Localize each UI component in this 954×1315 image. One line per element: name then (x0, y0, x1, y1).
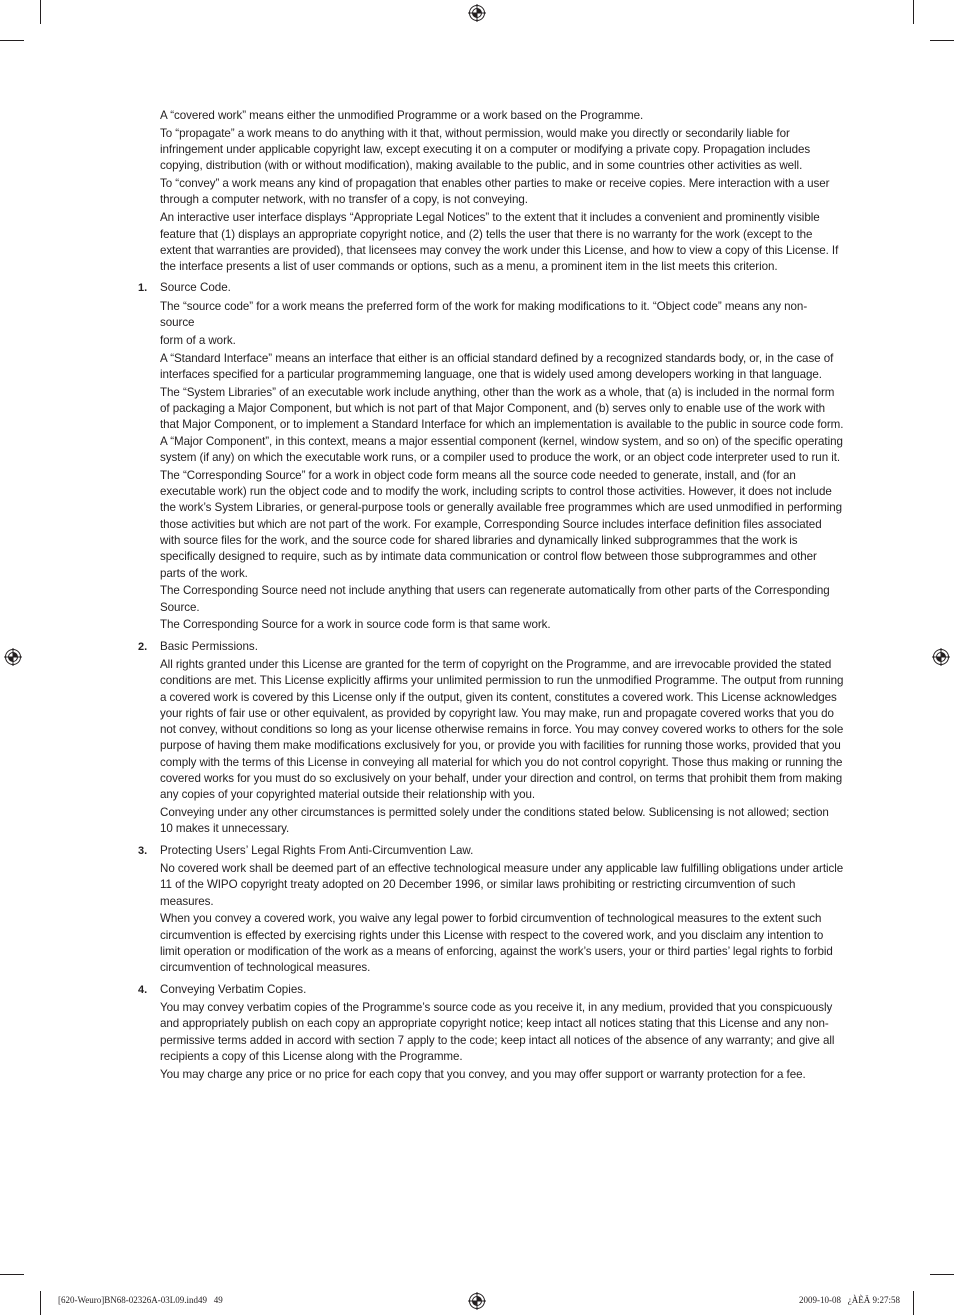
section-number: 2. (138, 640, 148, 653)
crop-mark-top-right-vertical (913, 0, 914, 24)
definition-paragraph: To “convey” a work means any kind of propagation that enables other parties to make or receive copies. Mere interaction with a user through a computer network, with no transfer of a copy, is not conveying. (160, 177, 830, 207)
section-title: Conveying Verbatim Copies. (160, 982, 307, 996)
section-paragraph: The Corresponding Source need not include anything that users can regenerate automatically from other parts of the Corresponding Source. (160, 584, 830, 614)
crop-mark-bottom-right-vertical (913, 1291, 914, 1315)
section-paragraph: The Corresponding Source for a work in source code form is that same work. (160, 618, 551, 632)
footer-timestamp: 2009-10-08 ¿ÀÈÄ 9:27:58 (799, 1295, 900, 1305)
section-title: Source Code. (160, 281, 231, 295)
section-paragraph: The “source code” for a work means the preferred form of the work for making modifications to it. “Object code” means any non-source (160, 299, 808, 330)
section-paragraph: form of a work. (160, 333, 236, 347)
section-basic-permissions (138, 639, 844, 655)
section-paragraph: A “Standard Interface” means an interface that either is an official standard defined by a recognized standards body, or, in the case of interfaces specified for a particular programmeming language, one that is widely used among developers working in that language. (160, 351, 834, 381)
section-paragraph: You may convey verbatim copies of the Programme’s source code as you receive it, in any medium, provided that you conspicuously and appropriately publish on each copy an appropriate copyright notice; keep intact all notices stating that this License and any non-permissive terms added in accord with section 7 apply to the code; keep intact all notices of the absence of any warranty; and give all recipients a copy of this License along with the Programme. (160, 1000, 835, 1063)
intro-definitions (160, 108, 844, 275)
registration-mark-icon (468, 4, 486, 22)
section-paragraph: The “System Libraries” of an executable work include anything, other than the work as a whole, that (a) is included in the normal form of packaging a Major Component, but which is not part of that Major Component, and (b) serves only to enable use of the work with that Major Component, or to implement a Standard Interface for which an implementation is available to the public in source code form. A “Major Component”, in this context, means a major essential component (kernel, window system, and so on) of the specific operating system (if any) on which the executable work runs, or a compiler used to produce the work, or an object code interpreter used to run it. (160, 385, 844, 464)
section-number: 1. (138, 282, 148, 295)
section-paragraph: No covered work shall be deemed part of an effective technological measure under any applicable law fulfilling obligations under article 11 of the WIPO copyright treaty adopted on 20 December 1996, or similar laws prohibiting or restricting circumvention of such measures. (160, 862, 844, 908)
section-number: 4. (138, 983, 148, 996)
registration-mark-icon (468, 1292, 486, 1310)
definition-paragraph: An interactive user interface displays “Appropriate Legal Notices” to the extent that it includes a convenient and prominently visible feature that (1) displays an appropriate copyright notice, and (2) tells the user that there is no warranty for the work (except to the extent that warranties are provided), that licensees may convey the work under this License, and how to view a copy of this License. If the interface presents a list of user commands or options, such as a menu, a prominent item in the list meets this criterion. (160, 211, 839, 274)
section-paragraph: When you convey a covered work, you waive any legal power to forbid circumvention of technological measures to the extent such circumvention is effected by exercising rights under this License with respect to the covered work, and you disclaim any intention to limit operation or modification of the work as a means of enforcing, against the work’s users, your or third parties’ legal rights to forbid circumvention of technological measures. (160, 912, 833, 975)
definition-paragraph: To “propagate” a work means to do anything with it that, without permission, would make you directly or secondarily liable for infringement under applicable copyright law, except executing it on a computer or modifying a private copy. Propagation includes copying, distribution (with or without modification), making available to the public, and in some countries other activities as well. (160, 126, 811, 173)
section-paragraph: The “Corresponding Source” for a work in object code form means all the source code needed to generate, install, and (for an executable work) run the object code and to modify the work, including scripts to control those activities. However, it does not include the work’s System Libraries, or general-purpose tools or generally available free programmes which are used unmodified in performing those activities but which are not part of the work. For example, Corresponding Source includes interface definition files associated with source files for the work, and the source code for shared libraries and dynamically linked subprogrammes that the work is specifically designed to require, such as by intimate data communication or control flow between those subprogrammes and other parts of the work. (160, 468, 843, 580)
crop-mark-top-left-vertical (40, 0, 41, 24)
crop-mark-bottom-left-horizontal (0, 1274, 24, 1275)
section-verbatim-copies (138, 982, 844, 998)
section-source-code (138, 280, 844, 296)
section-paragraph: All rights granted under this License are granted for the term of copyright on the Programme, and are irrevocable provided the stated conditions are met. This License explicitly affirms your unlimited permission to run the unmodified Programme. The output from running a covered work is covered by this License only if the output, given its content, constitutes a covered work. This License acknowledges your rights of fair use or other equivalent, as provided by copyright law. You may make, run and propagate covered works that you do not convey, without conditions so long as your license otherwise remains in force. You may convey covered works to others for the sole purpose of having them make modifications exclusively for you, or provide you with facilities for running those works, provided that you comply with the terms of this License in conveying all material for which you do not control copyright. Those thus making or running the covered works for you must do so exclusively on your behalf, under your direction and control, on terms that prohibit them from making any copies of your copyrighted material outside their relationship with you. (160, 658, 844, 802)
definition-paragraph: A “covered work” means either the unmodified Programme or a work based on the Programme. (160, 109, 644, 122)
section-title: Basic Permissions. (160, 639, 258, 653)
crop-mark-bottom-left-vertical (40, 1291, 41, 1315)
section-number: 3. (138, 844, 148, 857)
registration-mark-icon (932, 648, 950, 666)
crop-mark-top-left-horizontal (0, 40, 24, 41)
license-text-body (138, 108, 844, 1084)
section-paragraph: You may charge any price or no price for each copy that you convey, and you may offer support or warranty protection for a fee. (160, 1067, 806, 1081)
registration-mark-icon (4, 648, 22, 666)
footer-file-slug: [620-Weuro]BN68-02326A-03L09.ind49 49 (58, 1295, 223, 1305)
crop-mark-top-right-horizontal (930, 40, 954, 41)
section-anti-circumvention (138, 843, 844, 859)
section-paragraph: Conveying under any other circumstances is permitted solely under the conditions stated below. Sublicensing is not allowed; section 10 makes it unnecessary. (160, 806, 829, 836)
section-title: Protecting Users’ Legal Rights From Anti-Circumvention Law. (160, 843, 474, 857)
crop-mark-bottom-right-horizontal (930, 1274, 954, 1275)
